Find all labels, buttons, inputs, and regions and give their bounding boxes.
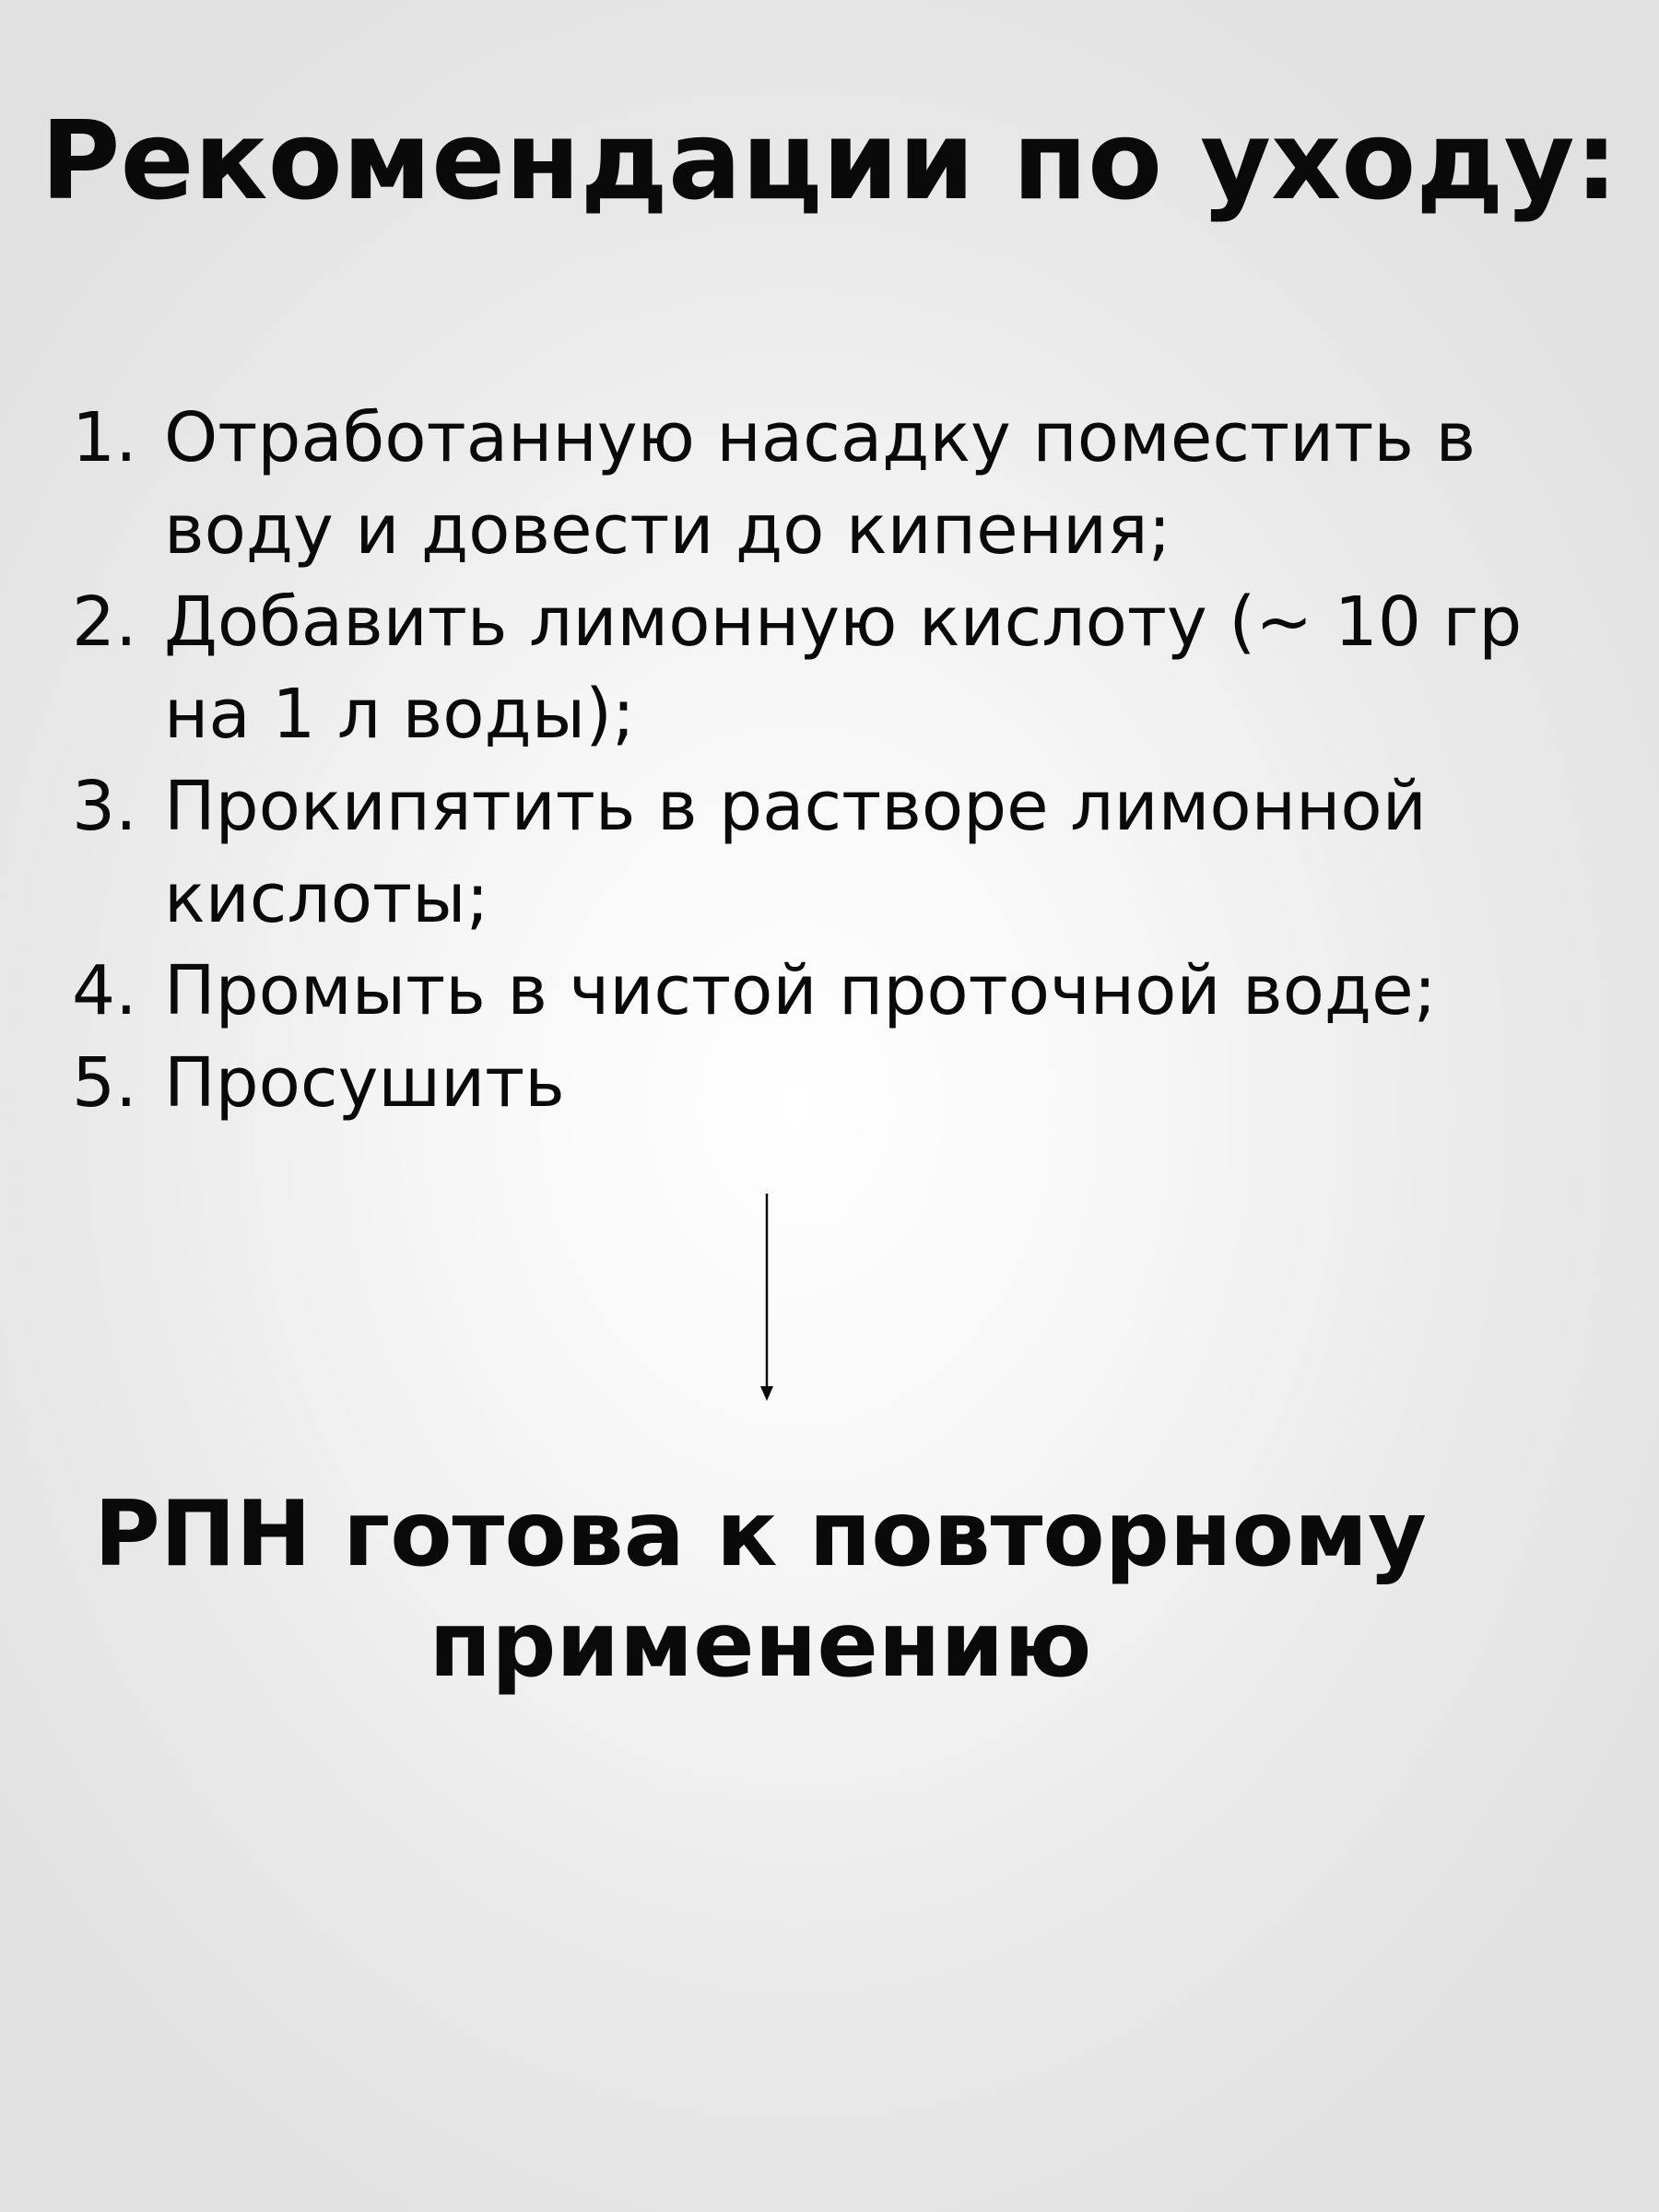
step-number: 5. (72, 1043, 137, 1123)
step-number: 1. (72, 398, 137, 477)
result-line-2: применению (429, 1593, 1092, 1698)
step-number: 4. (72, 951, 137, 1030)
step-item (72, 1037, 1620, 1129)
arrow-down-icon (758, 1194, 776, 1401)
step-number: 3. (72, 767, 137, 846)
step-text: Добавить лимонную кислоту (~ 10 гр на 1 л воды); (164, 582, 1523, 754)
step-number: 2. (72, 582, 137, 662)
step-text: Отработанную насадку поместить в воду и довести до кипения; (164, 398, 1477, 570)
result-line-1: РПН готова к повторному (94, 1482, 1427, 1587)
page-title: Рекомендации по уходу: (41, 97, 1618, 224)
step-item (72, 576, 1620, 760)
step-item (72, 392, 1620, 576)
result-statement (0, 1479, 1521, 1700)
step-text: Просушить (164, 1043, 565, 1123)
steps-list (72, 392, 1620, 1129)
step-item (72, 760, 1620, 945)
step-text: Промыть в чистой проточной воде; (164, 951, 1437, 1030)
step-item (72, 945, 1620, 1037)
step-text: Прокипятить в растворе лимонной кислоты; (164, 767, 1427, 938)
